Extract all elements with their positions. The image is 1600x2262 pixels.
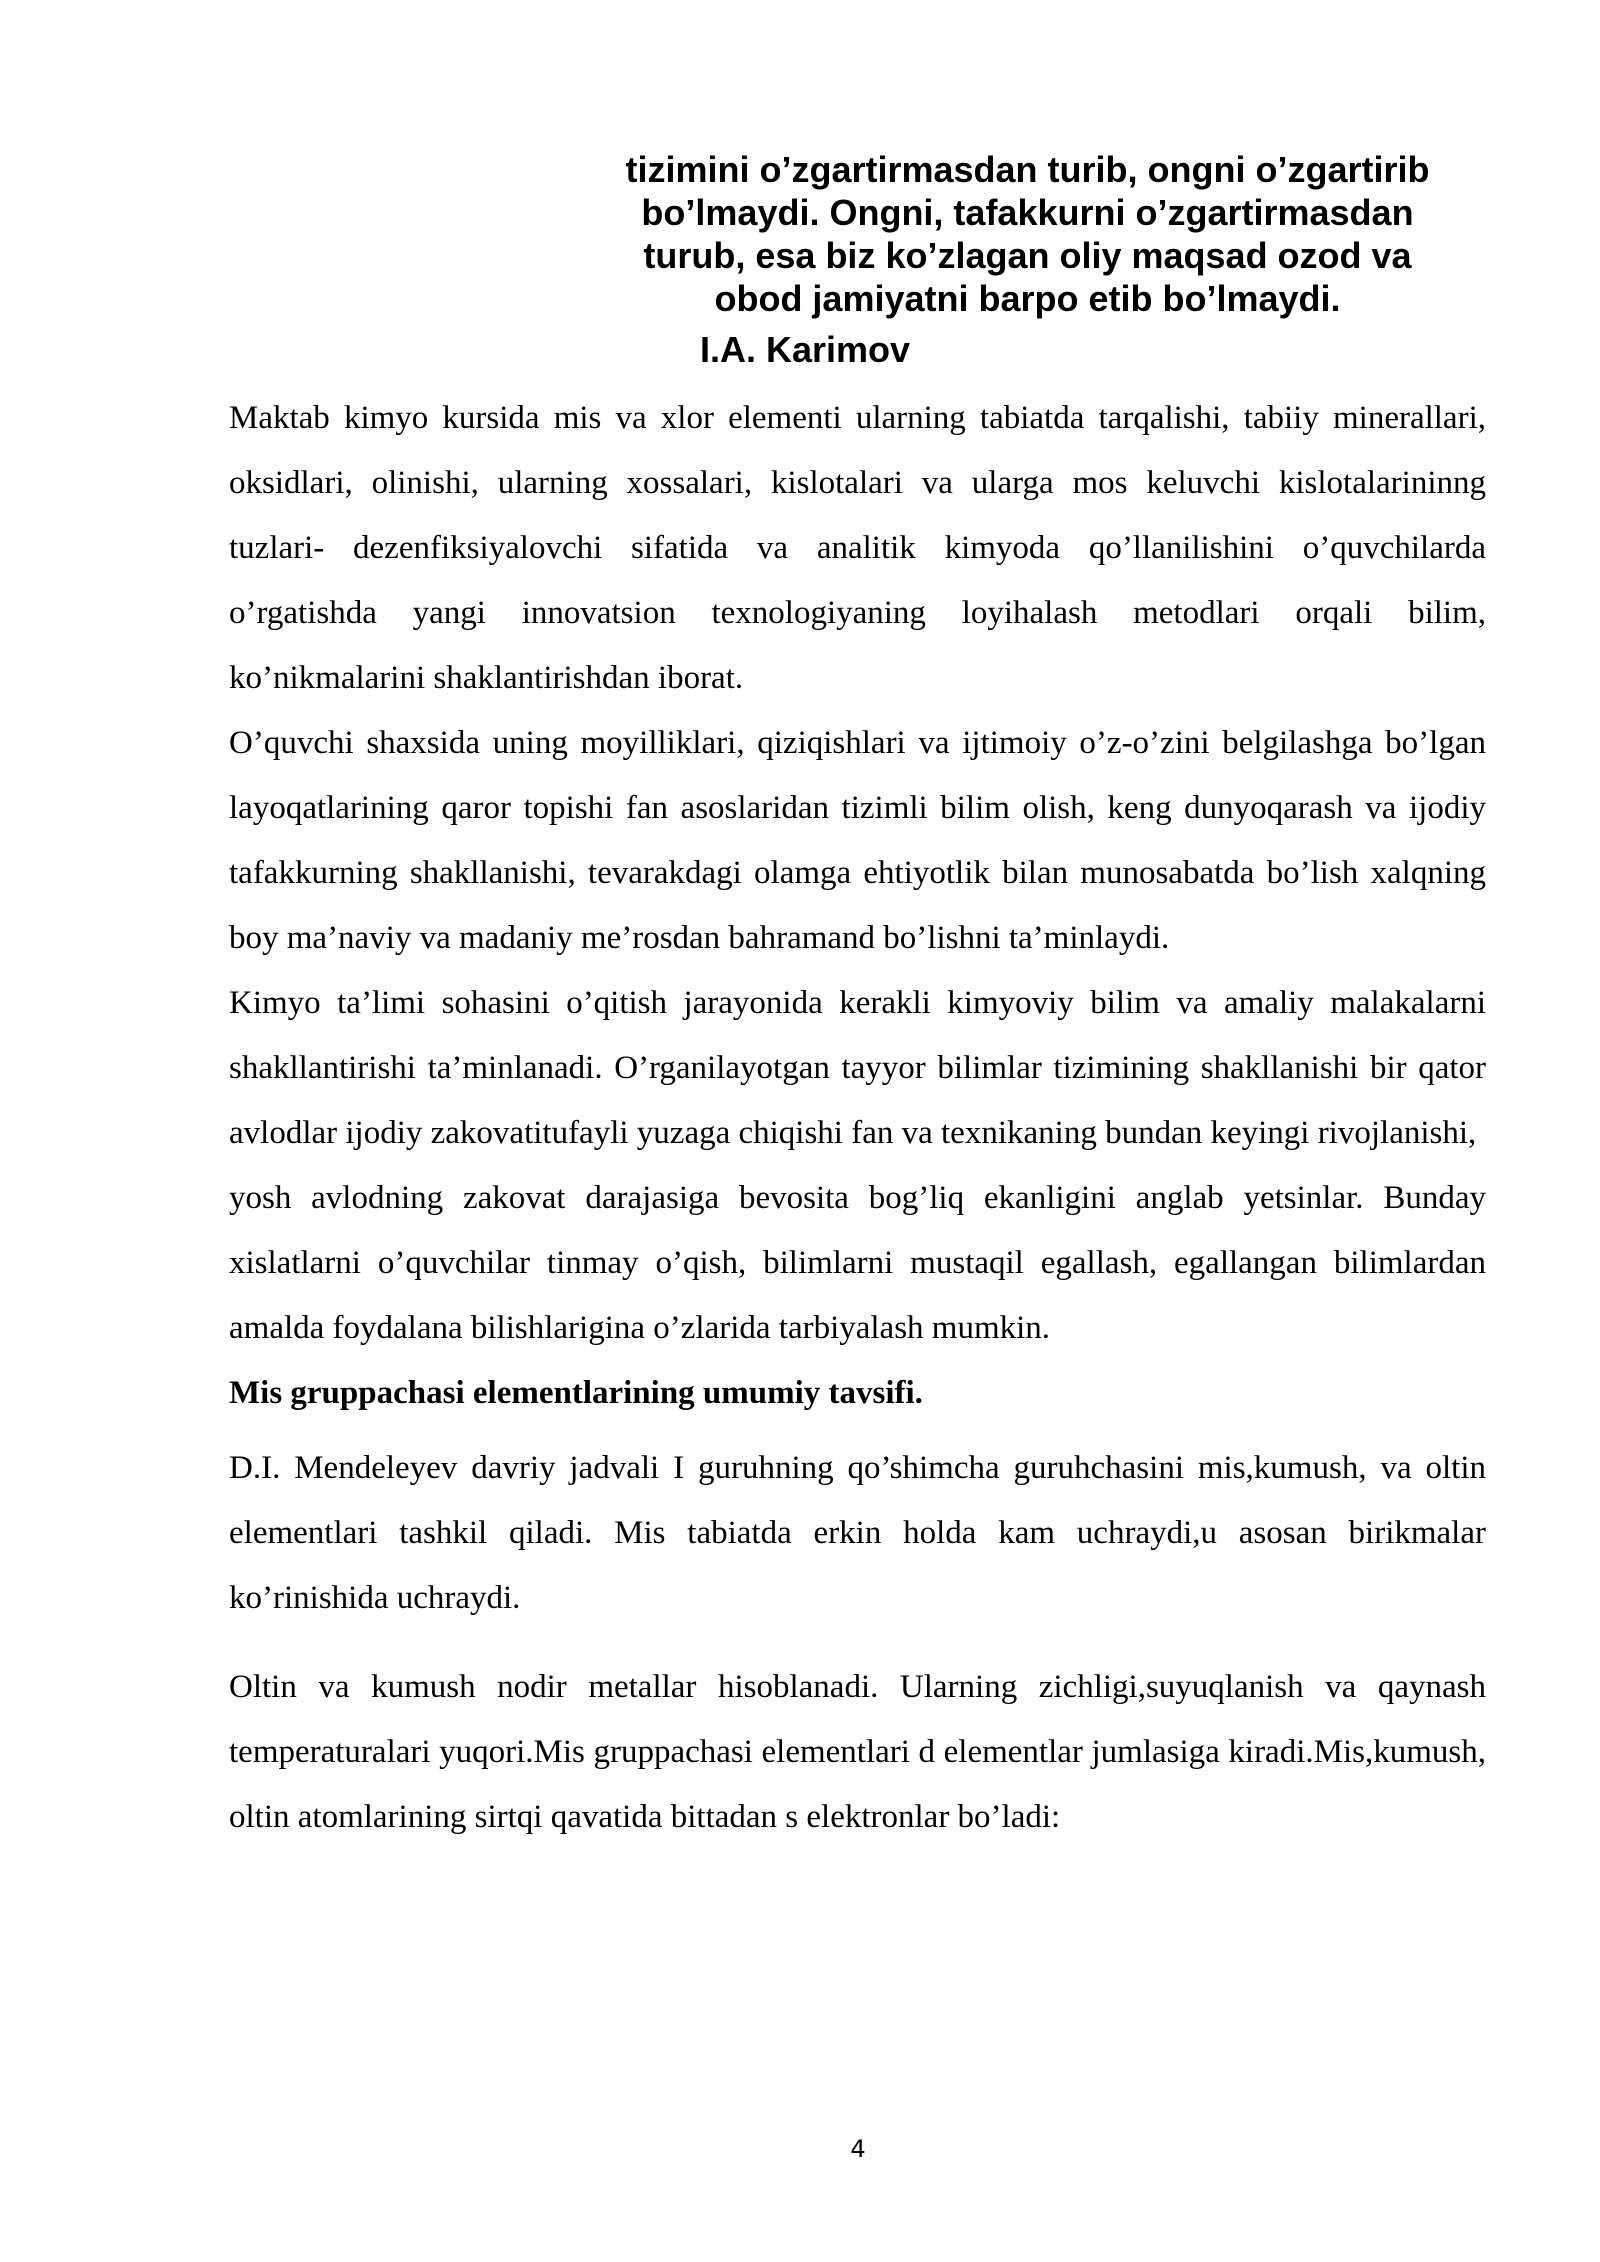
paragraph-mendeleyev: D.I. Mendeleyev davriy jadvali I guruhning qo’shimcha guruhchasini mis,kumush, va oltin elementlari tashkil qiladi. Mis tabiatda erkin holda kam uchraydi,u asosan birikmalar ko’rinishida uchraydi. (229, 1450, 1486, 1616)
section-heading: Mis gruppachasi elementlarining umumiy tavsifi. (229, 1375, 923, 1411)
page-number: 4 (850, 2135, 866, 2163)
paragraph-young-generation: yosh avlodning zakovat darajasiga bevosita bog’liq ekanligini anglab yetsinlar. Bunday xislatlarni o’quvchilar tinmay o’qish, bilimlarni mustaqil egallash, egallangan bilimlardan amalda foydalana bilishlarigina o’zlarida tarbiyalash mumkin. (229, 1180, 1486, 1346)
main-text (229, 386, 1486, 1850)
paragraph-student: O’quvchi shaxsida uning moyilliklari, qiziqishlari va ijtimoiy o’z-o’zini belgilashga bo’lgan layoqatlarining qaror topishi fan asoslaridan tizimli bilim olish, keng dunyoqarash va ijodiy tafakkurning shakllanishi, tevarakdagi olamga ehtiyotlik bilan munosabatda bo’lish xalqning boy ma’naviy va madaniy me’rosdan bahramand bo’lishni ta’minlaydi. (229, 725, 1486, 956)
epigraph-line: bo’lmaydi. Ongni, tafakkurni o’zgartirmasdan (641, 192, 1414, 233)
epigraph-line: tizimini o’zgartirmasdan turib, ongni o’zgartirib (625, 149, 1430, 190)
epigraph-line: turub, esa biz ko’zlagan oliy maqsad ozod va (643, 235, 1412, 276)
paragraph-intro: Maktab kimyo kursida mis va xlor elementi ularning tabiatda tarqalishi, tabiiy minerallari, oksidlari, olinishi, ularning xossalari, kislotalari va ularga mos keluvchi kislotalarininng tuzlari- dezenfiksiyalovchi sifatida va analitik kimyoda qo’llanilishini o’quvchilarda o’rgatishda yangi innovatsion texnologiyaning loyihalash metodlari orqali bilim, ko’nikmalarini shaklantirishdan iborat. (229, 400, 1486, 696)
epigraph-author: I.A. Karimov (700, 329, 911, 370)
epigraph (560, 148, 1495, 320)
paragraph-noble-metals: Oltin va kumush nodir metallar hisoblanadi. Ularning zichligi,suyuqlanish va qaynash temperaturalari yuqori.Mis gruppachasi elementlari d elementlar jumlasiga kiradi.Mis,kumush, oltin atomlarining sirtqi qavatida bittadan s elektronlar bo’ladi: (229, 1669, 1486, 1835)
paragraph-spacer (229, 1631, 1486, 1655)
epigraph-line: obod jamiyatni barpo etib bo’lmaydi. (714, 278, 1341, 319)
paragraph-chemistry-education: Kimyo ta’limi sohasini o’qitish jarayonida kerakli kimyoviy bilim va amaliy malakalarni shakllantirishi ta’minlanadi. O’rganilayotgan tayyor bilimlar tizimining shakllanishi bir qator avlodlar ijodiy zakovatitufayli yuzaga chiqishi fan va texnikaning bundan keyingi rivojlanishi, (229, 985, 1486, 1151)
